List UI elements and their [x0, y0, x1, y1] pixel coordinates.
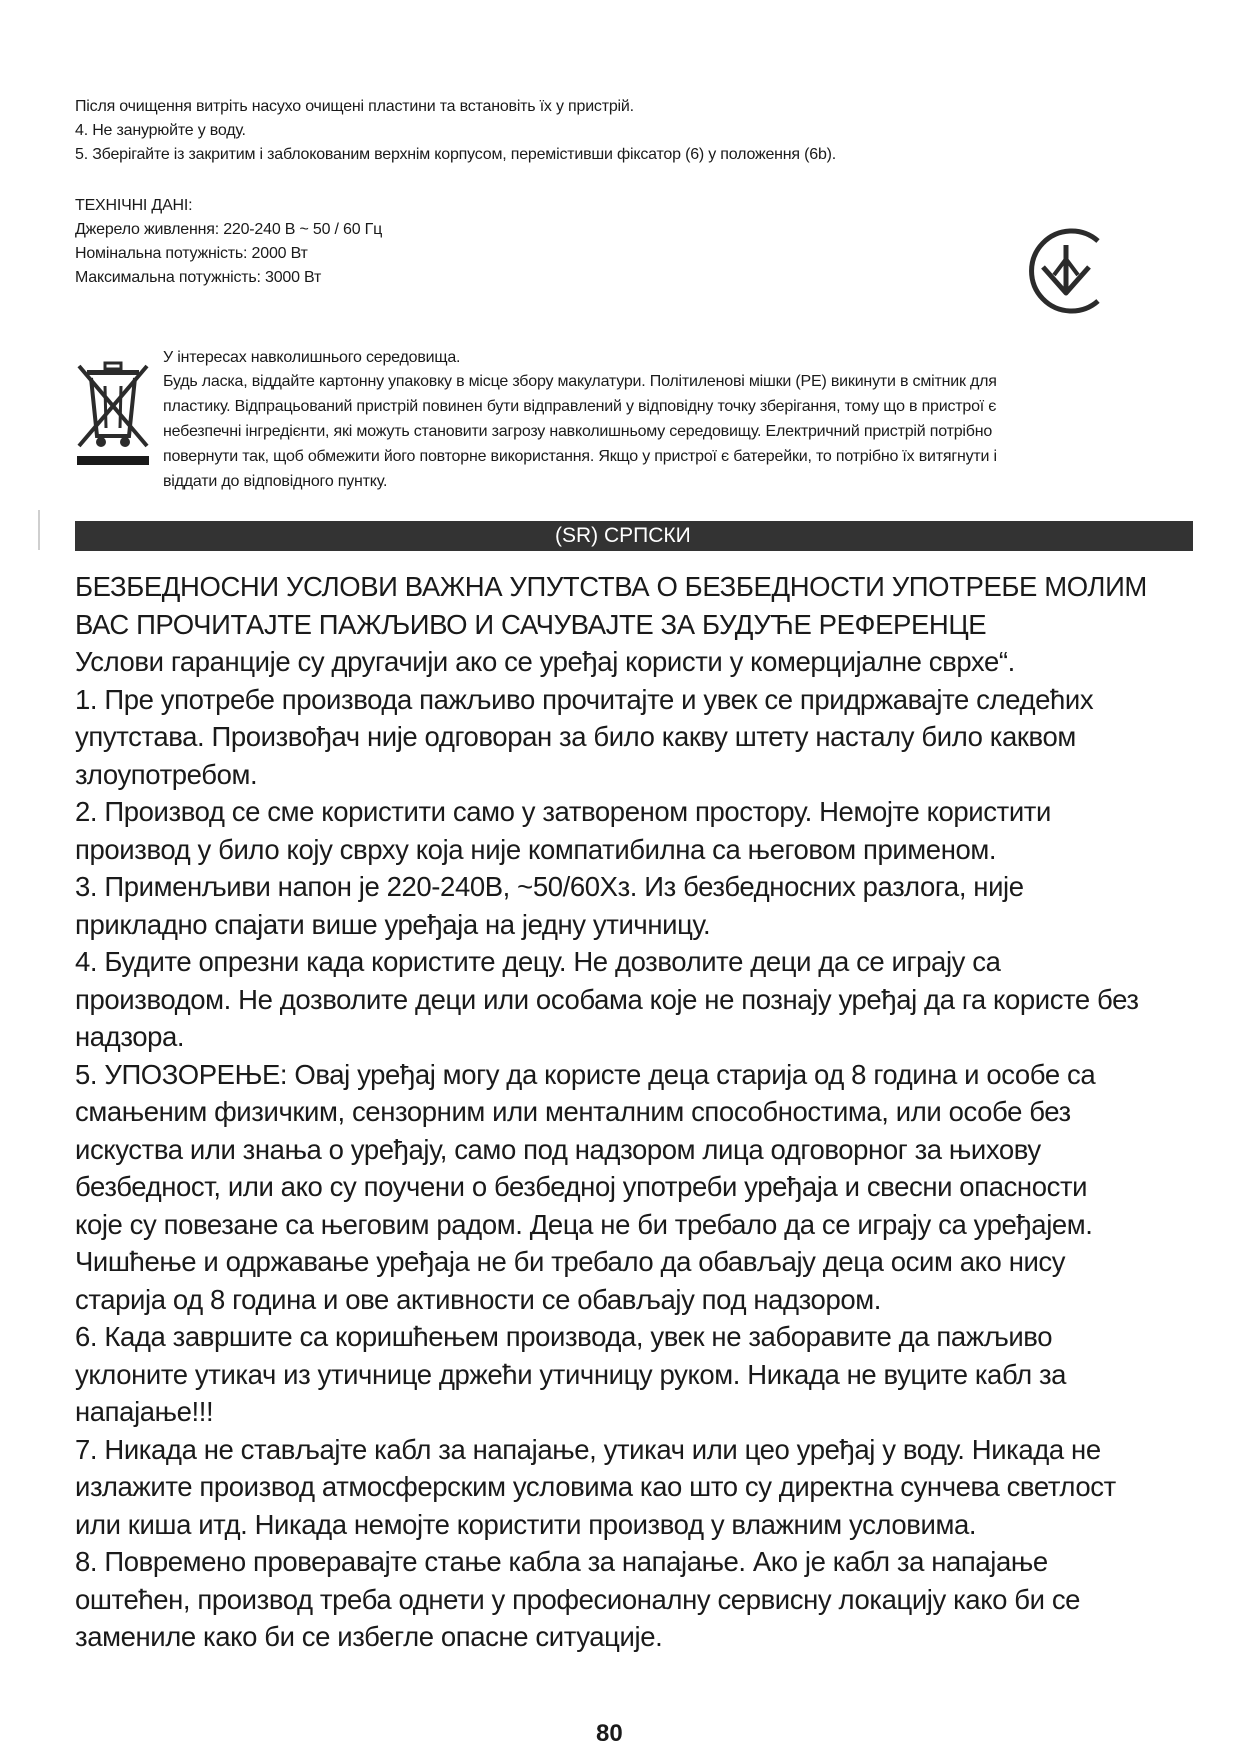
body-line-27: 8. Повремено проверавајте стање кабла за напајање. Ако је кабл за напајање [75, 1546, 1048, 1577]
environment-line-4: небезпечні інгредієнти, які можуть становити загрозу навколишньому середовищу. Електричний пристрій потрібно [163, 423, 993, 440]
conformity-mark-icon [1020, 225, 1112, 317]
body-line-1: БЕЗБЕДНОСНИ УСЛОВИ ВАЖНА УПУТСТВА О БЕЗБЕДНОСТИ УПОТРЕБЕ МОЛИМ [75, 571, 1147, 602]
body-line-4: 1. Пре употребе производа пажљиво прочитајте и увек се придржавајте следећих [75, 684, 1094, 715]
body-line-16: искуства или знања о уређају, само под надзором лица одговорног за њихову [75, 1134, 1041, 1165]
section-header-bar [75, 521, 1193, 551]
body-line-14: 5. УПОЗОРЕЊЕ: Овај уређај могу да користе деца старија од 8 година и особе са [75, 1059, 1096, 1090]
body-line-5: упутстава. Произвођач није одговоран за било какву штету насталу било каквом [75, 721, 1076, 752]
body-line-28: оштећен, производ треба однети у професионалну сервисну локацију како би се [75, 1584, 1081, 1615]
tech-line-2: Номінальна потужність: 2000 Вт [75, 245, 308, 262]
cleaning-line-1: Після очищення витріть насухо очищені пластини та встановіть їх у пристрій. [75, 98, 634, 115]
body-line-13: надзора. [75, 1021, 185, 1052]
tech-line-3: Максимальна потужність: 3000 Вт [75, 269, 322, 286]
body-line-21: 6. Када завршите са коришћењем производа, увек не заборавите да пажљиво [75, 1321, 1053, 1352]
body-line-18: које су повезане са његовим радом. Деца не би требало да се играју са уређајем. [75, 1209, 1093, 1240]
body-line-8: производ у било коју сврху која није компатибилна са његовом применом. [75, 834, 997, 865]
body-line-19: Чишћење и одржавање уређаја не би требало да обављају деца осим ако нису [75, 1246, 1066, 1277]
page-number: 80 [596, 1720, 623, 1747]
body-line-22: уклоните утикач из утичнице држећи утичницу руком. Никада не вуците кабл за [75, 1359, 1067, 1390]
body-line-26: или киша итд. Никада немојте користити производ у влажним условима. [75, 1509, 977, 1540]
environment-line-2: Будь ласка, віддайте картонну упаковку в місце збору макулатури. Політиленові мішки (PE) викинути в смітник для [163, 373, 997, 390]
section-header-title: (SR) СРПСКИ [555, 524, 691, 547]
body-line-17: безбедност, или ако су поучени о безбедној употреби уређаја и свесни опасности [75, 1171, 1088, 1202]
body-line-12: производом. Не дозволите деци или особама које не познају уређај да га користе без [75, 984, 1139, 1015]
body-line-23: напајање!!! [75, 1396, 214, 1427]
environment-line-5: повернути так, щоб обмежити його повторне використання. Якщо у пристрої є батерейки, то потрібно їх витягнути і [163, 448, 997, 465]
cleaning-line-3: 5. Зберігайте із закритим і заблокованим верхнім корпусом, перемістивши фіксатор (6) у положення (6b). [75, 146, 837, 163]
body-line-3: Услови гаранције су другачији ако се уређај користи у комерцијалне сврхе“. [75, 646, 1015, 677]
environment-line-3: пластику. Відпрацьований пристрій повинен бути відправлений у відповідну точку зберігання, тому що в пристрої є [163, 398, 997, 415]
body-line-10: прикладно спајати више уређаја на једну утичницу. [75, 909, 711, 940]
tech-heading: ТЕХНІЧНІ ДАНІ: [75, 197, 193, 214]
body-line-7: 2. Производ се сме користити само у затвореном простору. Немојте користити [75, 796, 1051, 827]
body-line-24: 7. Никада не стављајте кабл за напајање, утикач или цео уређај у воду. Никада не [75, 1434, 1101, 1465]
body-line-15: смањеним физичким, сензорним или менталним способностима, или особе без [75, 1096, 1071, 1127]
body-line-2: ВАС ПРОЧИТАЈТЕ ПАЖЉИВО И САЧУВАЈТЕ ЗА БУДУЋЕ РЕФЕРЕНЦЕ [75, 609, 987, 640]
body-line-6: злоупотребом. [75, 759, 258, 790]
body-line-29: замениле како би се избегле опасне ситуације. [75, 1621, 663, 1652]
body-line-25: излажите производ атмосферским условима као што су директна сунчева светлост [75, 1471, 1116, 1502]
body-line-20: старија од 8 година и ове активности се обављају под надзором. [75, 1284, 881, 1315]
weee-bin-icon [75, 360, 151, 468]
margin-mark [38, 510, 40, 550]
tech-line-1: Джерело живлення: 220-240 В ~ 50 / 60 Гц [75, 221, 383, 238]
body-line-11: 4. Будите опрезни када користите децу. Не дозволите деци да се играју са [75, 946, 1001, 977]
environment-line-6: віддати до відповідного пунтку. [163, 473, 388, 490]
body-line-9: 3. Применљиви напон је 220-240В, ~50/60Хз. Из безбедносних разлога, није [75, 871, 1024, 902]
environment-line-1: У інтересах навколишнього середовища. [163, 349, 461, 366]
cleaning-line-2: 4. Не занурюйте у воду. [75, 122, 246, 139]
